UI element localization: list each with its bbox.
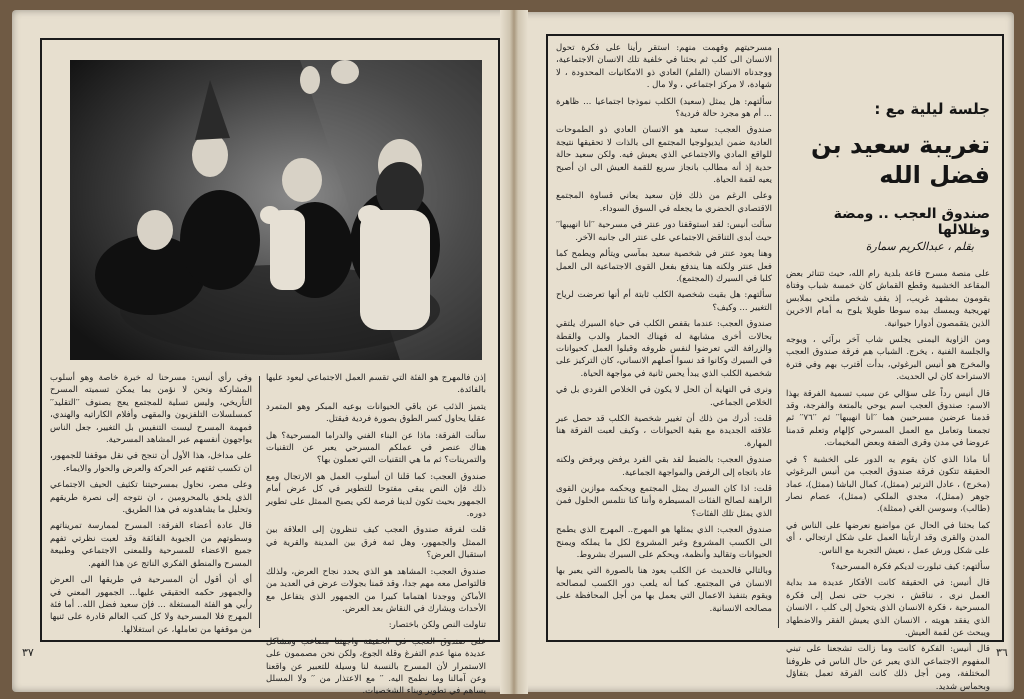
left-page-column-a (266, 372, 486, 697)
paragraph: قال عادة أعضاء الفرقة: المسرح لممارسة تمريناتهم وسطوتهم من الجيوبة الفائقة وقد لعبت نظرتي تفهم جميع الاعضاء للمسرحية وللمعنى الاجتماعي وطبيعة المسرح والمنطق الفكري الناتج عن هذا الفهم. (50, 521, 252, 569)
paragraph: صندوق العجب: سعيد هو الانسان العادي ذو الطموحات العادية ضمن ايديولوجيا المجتمع الى بالذات لا تحقيقها نتيجة للواقع المادي والاجتماعي الذي يعيش فيه. ولكن سعيد حالة حدية إذ أنه مطالب بانجاز سريع للقمة العيش الى ان أصبح يعيه لقمة الحياة. (556, 125, 772, 186)
paragraph: قال أنيس رداً على سؤالي عن سبب تسمية الفرقة بهذا الاسم: صندوق العجب اسم يوحي بالمتعة والفرجة، وقد قدمنا عرضين مسرحيين هما ′′انا انهيبها′′ ثم ′′٧٦′′ ثم تجمعنا وتعامل مع العمل المسرحي كإلهام وتعلم قدمنا عروضا في مدن وقرى الضفة وبعض المخيمات. (786, 388, 990, 449)
paragraph: قلت: اذا كان السيرك يمثل المجتمع ويحكمه موازين القوى الراهنة لصالح الفئات المسيطرة وأننا كنا نتلمس الحلول فمن الذي يمثل تلك الفئات؟ (556, 484, 772, 519)
left-page-column-b (50, 372, 252, 635)
paragraph: أي أن أقول أن المسرحية في طريقها الى العرض والجمهور حكمه الحقيقي عليها... الجمهور المعني في رأيي هو الفئة المستغلة ... فإن سعيد فضل الله.. أما فئة المهرج فلا المسرحية ولا كل كتب العالم قادرة على ثنيها من موقفها من تعاملها، عن استغلالها. (50, 575, 252, 635)
paragraph: على صندوق العجب في الحقيقة واجهتنا مصاعب ومشاكل عديدة منها عدم التفرغ وقلة الجوع، ولكن نحن مصممون على الاستمرار لأن المسرح بالنسبة لنا وسيلة للتعبير عن واقعنا وعن آمالنا وما نطمح اليه. ′′ مع الاعتذار من ′′ ولا المسلل يساهم في تطوير وبناء الشخصيات. (266, 636, 486, 697)
paragraph: كما بحثنا في الحال عن مواضيع نعرضها على الناس في المدن والقرى وقد ارتأينا العمل على شكل ارتجالي ، أي على شكل ورش عمل ، نعيش التجربة مع الناس. (786, 520, 990, 556)
paragraph: سألتهم: كيف تبلورت لديكم فكرة المسرحية؟ (831, 561, 990, 572)
paragraph: وبالتالي فالحديث عن الكلب يعود هنا بالصورة التي يعبر بها الانسان في المجتمع. كما أنه يلعب دور الكسب لمصالحه ويقوم بتنفيذ الاعمال التي يعمل بها من أجل المحافظة على مصالحه الانسانية. (556, 566, 772, 614)
paragraph: يتميز الذئب عن باقي الحيوانات بوعيه المبكر وهو المتمرد عقليا يحاول كسر الطوق بصورة فردية فيقتل. (266, 401, 486, 425)
paragraph: قلت لفرقة صندوق العجب كيف تنظرون إلى العلاقة بين الممثل والجمهور، وهل ثمة فرق بين المدينة والقرية في استقبال العرض؟ (266, 525, 486, 561)
paragraph: على منصة مسرح قاعة بلدية رام الله، حيث تتناثر بعض المقاعد الخشبية وقطع القماش كان خمسة شباب وفتاة يقومون بمشهد غريب، إذ يقف شخص ملتحي بملابس تهريجية ويمسك بيده سوطا طويلا يلوح به أمام الاخرين الذين يتقمصون أدوارا حيوانية. (786, 269, 990, 329)
paragraph: على مداخل، هذا الأول أن تنجح في نقل موقفنا للجمهور، ان تكسب ثقتهم عبر الحركة والعرض والحوار والايماء. (50, 451, 252, 474)
page-gutter (500, 10, 528, 694)
paragraph: وعلى مصر، نحاول بمسرحيتنا تكثيف الحيف الاجتماعي الذي يلحق بالمحرومين ، ان نتوجه إلى نصرة طريقهم وتحليل ما يشاهدونه في هذا الطريق. (50, 480, 252, 516)
paragraph: صندوق العجب: الذي يمثلها هو المهرج.. المهرج الذي يطمح الى الكسب المشروع وغير المشروع لكل ما يملكه ويمنح الحيوانات وتقاليد وأنظمة، ويحكم على السيرك بشروط. (556, 525, 772, 561)
article-subheadline: صندوق العجب .. ومضة وظلالها (833, 206, 990, 238)
column-divider (778, 48, 779, 628)
paragraph: مسرحيتهم وفهمت منهم: استقر رأينا على فكرة تحول الانسان الى كلب ثم بحثنا في خلفية تلك الانسان الاجتماعية، ووجدناه الانسان (الفلم) العادي ذو الامكانيات المحدودة ، لا شهادة، لا مركز اجتماعي ، ولا مال . (556, 43, 772, 91)
paragraph: سألتهم: هل يمثل (سعيد) الكلب نموذجا اجتماعيا ... ظاهرة ... أم هو مجرد حالة فردية؟ (556, 96, 772, 120)
paragraph: قال أنيس: في الحقيقة كانت الأفكار عديدة مد بداية العمل نرى ، نناقش ، نجرب حتى نصل إلى فكرة المسرحية ، فكرة الانسان الذي يتحول إلى كلب ، الانسان الذي يفقد هويته ، الانسان الذي يعيش الفقر والاضطهاد ويبحث عن لقمة العيش. (786, 578, 990, 638)
paragraph: صندوق العجب: المشاهد هو الذي يحدد نجاح العرض، ولذلك فالتواصل معه مهم جدا، وقد قمنا بجولات عرض في العديد من الأماكن ووجدنا اهتماما كبيرا من الجمهور الذي يتفاعل مع الأحداث ويشارك في النقاش بعد العرض. (266, 566, 486, 614)
paragraph: ونرى في النهاية أن الحل لا يكون في الخلاص الفردي بل في الخلاص الجماعي. (556, 385, 772, 408)
paragraph: صندوق العجب: عندما بقفص الكلب في حياة السيرك يلتقي بحالات أخرى مشابهة له فهناك الحمار والدب والقطة والزرافة التي تعرضوا لنفس ظروفه وقبلوا العمل كحيوانات في السيرك وكانوا قد نسوا أصلهم الانساني، كان التركيز على شخصية الكلب الذي يبدأ يحس ثانية في مواجهة الحياة. (556, 319, 772, 379)
paragraph: سألت أنيس: لقد استوقفنا دور عنتر في مسرحية ′′انا انهيبها′′ حيث أبدى التناقض الاجتماعي على عنتر الى جانبه الآخر. (556, 220, 772, 243)
article-byline: بقلم ، عبدالكريم سمارة (865, 240, 974, 253)
paragraph: قلت: أدرك من ذلك أن تغيير شخصية الكلب قد حصل عبر علاقته الجديدة مع بقية الحيوانات ، وكيف لعبت الفرقة هنا المهارة. (556, 413, 772, 449)
paragraph: ومن الزاوية اليمنى يجلس شاب آخر برآئي ، ويوجه والجلسة الفنية ، يخرج. الشباب هم فرقة صندوق العجب والمخرج هو أنيس البرغوثي، بدأت أقترب بهم وفي فترة الاستراحة كان لي الحديث. (786, 335, 990, 383)
paragraph: قال أنيس: الفكرة كانت وما زالت تشجعنا على تبني المفهوم الاجتماعي الذي يعبر عن حال الناس في ظروفنا المختلفة، ومن أجل ذلك كانت الفرقة تعمل بتفاؤل وبحماس شديد. (786, 644, 990, 692)
right-page-number: ٣٦ (996, 646, 1008, 659)
paragraph: إذن فالمهرج هو الفئة التي تقسم العمل الاجتماعي ليعود عليها بالفائدة. (266, 373, 486, 396)
troupe-photo (70, 60, 482, 360)
column-divider (259, 376, 260, 628)
paragraph: صندوق العجب: كما قلنا ان أسلوب العمل هو الارتجال ومع ذلك فإن النص يبقى مفتوحا للتطوير في كل عرض أمام الجمهور بحيث تكون لدينا فرصة لكي يصبح الممثل على تطوير دوره. (266, 471, 486, 520)
right-page-column-a (556, 42, 772, 630)
paragraph: أنا ماذا الذي كان يقوم به الدور على الخشبة ؟ في الحقيقة تتكون فرقة صندوق العجب من أنيس البرغوثي (مخرج) ، عادل الترتير (ممثل)، كمال الباشا (ممثل)، عماد جوهر (ممثل)، مجدي الملكي (ممثل)، عصام نصار (طالب)، وسوسن الغي (ممثلة). (786, 454, 990, 515)
right-page-column-b (786, 268, 990, 692)
paragraph: صندوق العجب: بالضبط لقد بقي الفرد يرفض ويرفض ولكنه عاد باتجاه إلى الرفض والمواجهة الجماعية. (556, 455, 772, 478)
paragraph: وفي رأي أنيس: مسرحنا له خبرة خاصة وهو أسلوب المشاركة ونحن لا نؤمن بما يمكن تسميته المسرح التأريخي، وليس تسلية للمجتمع يعج بصنوف ′′التقليد′′ كمسلسلات التلفزيون والمقهى وأفلام الكاراتيه والهندي، فمهمة المسرح ليست التنفيس بل التغيير، جعل الناس يواجهون أنفسهم عبر المشاهد المسرحية. (50, 373, 252, 446)
paragraph: تناولت النص ولكن باختصار: (388, 620, 486, 631)
left-page-number: ٣٧ (22, 646, 34, 659)
article-headline: تغريبة سعيد بن فضل الله (811, 131, 990, 189)
paragraph: سألتهم: هل بقيت شخصية الكلب ثابتة أم أنها تعرضت لرياح التغيير ... وكيف؟ (556, 290, 772, 313)
paragraph: سألت الفرقة: ماذا عن البناء الفني والدراما المسرحية؟ هل هناك عنصر في عملكم المسرحي يعبر عن التقنيات والتمرينات؟ ثم ما هي التقنيات التي تعملون بها؟ (266, 430, 486, 466)
article-kicker: جلسة ليلية مع : (874, 100, 990, 118)
paragraph: وعلى الرغم من ذلك فإن سعيد يعاني قساوة المجتمع الاقتصادي الحضري ما يجعله في السوق السوداء. (556, 191, 772, 214)
paragraph: وهنا يعود عنتر في شخصية سعيد بمآسي ويتألم ويطمح كما فعل عنتر ولكنه هنا يندفع بفعل القوى الاجتماعية الى العمل كلبا في السيرك (المجتمع). (556, 249, 772, 284)
